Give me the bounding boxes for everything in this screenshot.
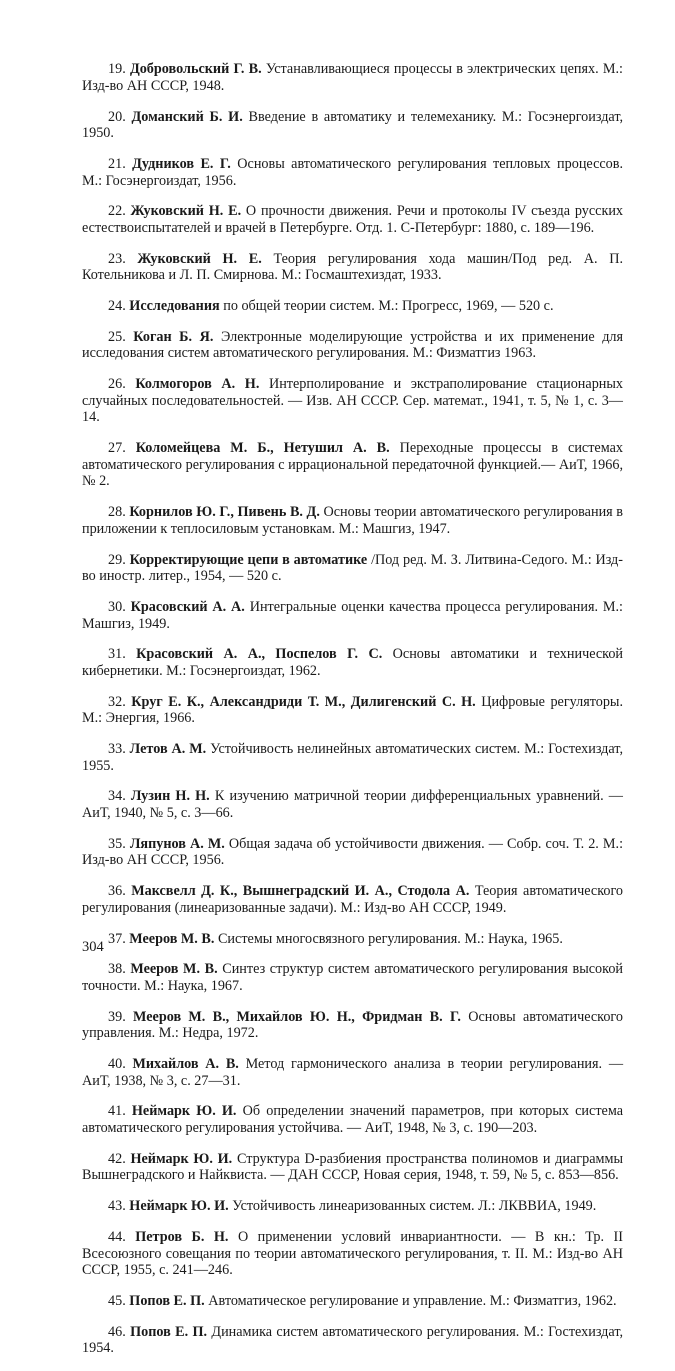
reference-entry xyxy=(82,788,623,821)
reference-author: Колмогоров А. Н. xyxy=(135,376,260,393)
reference-author: Мееров М. В. xyxy=(130,961,218,978)
reference-author: Летов А. М. xyxy=(129,741,207,758)
reference-author: Жуковский Н. Е. xyxy=(130,203,242,220)
reference-number: 36. xyxy=(108,883,126,900)
reference-text: Введение в автоматику и телемеханику. М.: Госэнергоиздат, 1950. xyxy=(82,108,624,142)
reference-entry xyxy=(82,599,623,632)
reference-list xyxy=(82,47,623,1371)
reference-entry xyxy=(82,1293,623,1310)
reference-author: Коган Б. Я. xyxy=(133,328,214,345)
reference-author: Круг Е. К., Александриди Т. М., Дилигенский С. Н. xyxy=(131,693,476,710)
reference-author: Попов Е. П. xyxy=(129,1292,205,1309)
reference-number: 43. xyxy=(108,1198,126,1215)
reference-entry xyxy=(82,1056,623,1089)
reference-text: Переходные процессы в системах автоматического регулирования с иррациональной передаточной функцией.— АиТ, 1966, № 2. xyxy=(82,440,623,490)
reference-entry xyxy=(82,694,623,727)
reference-author: Лузин Н. Н. xyxy=(130,788,210,805)
reference-entry xyxy=(82,1103,623,1136)
reference-number: 44. xyxy=(108,1228,126,1245)
reference-author: Максвелл Д. К., Вышнеградский И. А., Стодола А. xyxy=(131,883,470,900)
reference-entry xyxy=(82,329,623,362)
reference-text: Общая задача об устойчивости движения. — Собр. соч. Т. 2. М.: Изд-во АН СССР, 1956. xyxy=(82,835,624,869)
reference-number: 30. xyxy=(108,598,126,615)
reference-text: Теория регулирования хода машин/Под ред. А. П. Котельникова и Л. П. Смирнова. М.: Госмаштехиздат, 1933. xyxy=(82,250,624,284)
reference-text: Теория автоматического регулирования (линеаризованные задачи). М.: Изд-во АН СССР, 1949. xyxy=(82,883,624,916)
reference-number: 34. xyxy=(108,788,126,805)
reference-author: Петров Б. Н. xyxy=(135,1228,229,1245)
reference-text: /Под ред. М. З. Литвина-Седого. М.: Изд-во иностр. литер., 1954, — 520 с. xyxy=(82,551,623,585)
reference-text: Электронные моделирующие устройства и их применение для исследования систем автоматического регулирования. М.: Физматгиз 1963. xyxy=(82,328,624,362)
reference-number: 37. xyxy=(108,930,126,947)
reference-entry xyxy=(82,1229,623,1279)
reference-author: Неймарк Ю. И. xyxy=(131,1103,237,1120)
reference-number: 45. xyxy=(108,1292,126,1309)
reference-entry xyxy=(82,61,623,94)
reference-author: Дудников Е. Г. xyxy=(132,155,231,172)
reference-entry xyxy=(82,883,623,916)
reference-text: Устанавливающиеся процессы в электрических цепях. М.: Изд-во АН СССР, 1948. xyxy=(82,61,623,94)
reference-number: 25. xyxy=(108,328,126,345)
reference-entry xyxy=(82,298,623,315)
reference-entry xyxy=(82,836,623,869)
reference-text: К изучению матричной теории дифференциальных уравнений. — АиТ, 1940, № 5, с. 3—66. xyxy=(82,788,623,821)
reference-number: 29. xyxy=(108,551,126,568)
reference-number: 21. xyxy=(108,155,126,172)
reference-entry xyxy=(82,1324,623,1357)
reference-author: Доманский Б. И. xyxy=(131,108,243,125)
reference-text: Основы теории автоматического регулирования в приложении к теплосиловым установкам. М.: Машгиз, 1947. xyxy=(82,504,623,537)
reference-number: 46. xyxy=(108,1323,126,1340)
reference-text: Основы автоматического управления. М.: Недра, 1972. xyxy=(82,1008,623,1042)
reference-text: Системы многосвязного регулирования. М.: Наука, 1965. xyxy=(217,930,563,947)
reference-author: Корректирующие цепи в автоматике xyxy=(129,551,368,568)
reference-number: 40. xyxy=(108,1056,126,1073)
reference-text: Интерполирование и экстраполирование стационарных случайных последовательностей. — Изв. АН СССР. Сер. математ., 1941, т. 5, № 1, с. 3—14. xyxy=(82,376,624,426)
reference-entry xyxy=(82,741,623,774)
reference-entry xyxy=(82,552,623,585)
reference-entry xyxy=(82,251,623,284)
reference-entry xyxy=(82,109,623,142)
reference-text: О применении условий инвариантности. — В кн.: Тр. II Всесоюзного совещания по теории автоматического регулирования, т. II. М.: Изд-во АН СССР, 1955, с. 241—246. xyxy=(82,1228,624,1279)
reference-author: Добровольский Г. В. xyxy=(129,61,262,78)
reference-number: 35. xyxy=(108,835,126,852)
reference-entry xyxy=(82,646,623,679)
reference-number: 19. xyxy=(108,61,126,78)
reference-author: Красовский А. А., Поспелов Г. С. xyxy=(136,646,383,663)
reference-entry xyxy=(82,961,623,994)
reference-number: 27. xyxy=(108,440,126,457)
reference-number: 24. xyxy=(108,298,126,315)
reference-entry xyxy=(82,440,623,490)
reference-text: Основы автоматики и технической кибернетики. М.: Госэнергоиздат, 1962. xyxy=(82,646,624,679)
reference-text: Метод гармонического анализа в теории регулирования. — АиТ, 1938, № 3, с. 27—31. xyxy=(82,1056,624,1089)
reference-author: Неймарк Ю. И. xyxy=(129,1198,229,1215)
reference-number: 32. xyxy=(108,693,126,710)
reference-entry xyxy=(82,504,623,537)
reference-author: Коломейцева М. Б., Нетушил А. В. xyxy=(135,440,390,457)
reference-text: Структура D-разбиения пространства полиномов и диаграммы Вышнеградского и Найквиста. — ДАН СССР, Новая серия, 1948, т. 59, № 5, с. 853—856. xyxy=(82,1150,623,1184)
reference-author: Попов Е. П. xyxy=(130,1323,208,1340)
reference-entry xyxy=(82,1009,623,1042)
reference-text: Об определении значений параметров, при которых система автоматического регулирования устойчива. — АиТ, 1948, № 3, с. 190—203. xyxy=(82,1103,623,1137)
reference-number: 33. xyxy=(108,741,126,758)
reference-entry xyxy=(82,931,623,948)
reference-entry xyxy=(82,156,623,189)
reference-text: О прочности движения. Речи и протоколы IV съезда русских естествоиспытателей и врачей в Петербурге. Отд. 1. С-Петербург: 1880, с. 189—196. xyxy=(82,203,624,236)
reference-text: Устойчивость нелинейных автоматических систем. М.: Гостехиздат, 1955. xyxy=(82,741,623,774)
reference-author: Михайлов А. В. xyxy=(132,1056,239,1073)
reference-number: 42. xyxy=(108,1150,126,1167)
reference-text: Автоматическое регулирование и управление. М.: Физматгиз, 1962. xyxy=(208,1292,617,1309)
reference-number: 22. xyxy=(108,203,126,220)
reference-author: Ляпунов А. М. xyxy=(129,835,225,852)
reference-author: Красовский А. А. xyxy=(130,598,245,615)
reference-text: Основы автоматического регулирования тепловых процессов. М.: Госэнергоиздат, 1956. xyxy=(82,155,624,189)
reference-text: Динамика систем автоматического регулирования. М.: Гостехиздат, 1954. xyxy=(82,1323,624,1357)
reference-number: 39. xyxy=(108,1008,126,1025)
reference-number: 20. xyxy=(108,108,126,125)
reference-entry xyxy=(82,203,623,236)
reference-author: Мееров М. В., Михайлов Ю. Н., Фридман В. Г. xyxy=(133,1008,461,1025)
reference-author: Исследования xyxy=(129,298,220,315)
reference-text: Интегральные оценки качества процесса регулирования. М.: Машгиз, 1949. xyxy=(82,598,623,632)
reference-author: Неймарк Ю. И. xyxy=(130,1150,233,1167)
reference-entry xyxy=(82,1151,623,1184)
reference-number: 23. xyxy=(108,250,126,267)
reference-author: Корнилов Ю. Г., Пивень В. Д. xyxy=(129,504,320,521)
reference-text: Устойчивость линеаризованных систем. Л.: ЛКВВИА, 1949. xyxy=(232,1198,597,1215)
reference-number: 38. xyxy=(108,961,126,978)
reference-author: Жуковский Н. Е. xyxy=(137,250,262,267)
reference-number: 26. xyxy=(108,376,126,393)
page-number: 304 xyxy=(82,939,104,955)
reference-entry xyxy=(82,376,623,426)
reference-text: Синтез структур систем автоматического регулирования высокой точности. М.: Наука, 1967. xyxy=(82,961,624,994)
reference-number: 31. xyxy=(108,646,126,663)
reference-number: 41. xyxy=(108,1103,126,1120)
reference-author: Мееров М. В. xyxy=(129,930,215,947)
reference-text: по общей теории систем. М.: Прогресс, 1969, — 520 с. xyxy=(223,298,554,315)
reference-number: 28. xyxy=(108,504,126,521)
reference-text: Цифровые регуляторы. М.: Энергия, 1966. xyxy=(82,693,624,727)
reference-entry xyxy=(82,1198,623,1215)
